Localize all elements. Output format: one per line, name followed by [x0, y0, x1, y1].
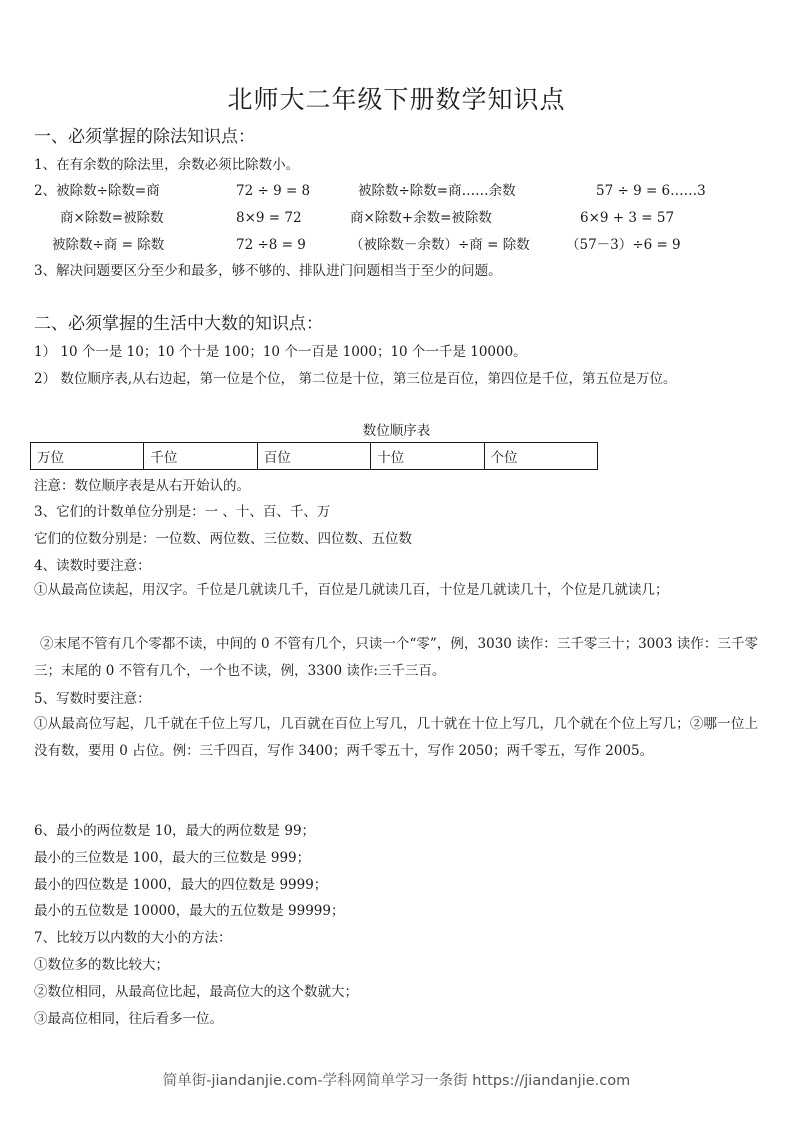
section2-item3a: 3、它们的计数单位分别是：一 、十、百、千、万	[34, 504, 331, 520]
table-cell-shi: 十位	[371, 443, 484, 470]
formula-row2-col4: 6×9 + 3 = 57	[580, 210, 675, 226]
section2-item5a: ①从最高位写起，几千就在千位上写几，几百就在百位上写几，几十就在十位上写几，几个就在个位上写几；②哪一位上没有数，要用 0 占位。例：三千四百，写作 3400；两千零五十，写作 2050；两千零五，写作 2005。	[34, 716, 758, 759]
table-caption: 数位顺序表	[362, 423, 431, 439]
section2-item4: 4、读数时要注意：	[34, 558, 151, 574]
section2-item2: 2） 数位顺序表,从右边起，第一位是个位， 第二位是十位，第三位是百位，第四位是千位，第五位是万位。	[34, 371, 677, 387]
formula-row1-col4: 57 ÷ 9 = 6……3	[596, 183, 706, 199]
page-footer: 简单街-jiandanjie.com-学科网简单学习一条街 https://jiandanjie.com	[162, 1073, 631, 1089]
section2-heading: 二、必须掌握的生活中大数的知识点：	[34, 314, 323, 334]
section2-item6d: 最小的五位数是 10000，最大的五位数是 99999；	[34, 903, 345, 919]
formula-row1-col3: 被除数÷除数=商……余数	[358, 183, 516, 199]
section2-item1: 1） 10 个一是 10；10 个十是 100；10 个一百是 1000；10 个一千是 10000。	[34, 344, 527, 360]
section1-item1: 1、在有余数的除法里，余数必须比除数小。	[34, 157, 300, 173]
formula-row2-col2: 8×9 = 72	[236, 210, 302, 226]
section2-item6a: 6、最小的两位数是 10，最大的两位数是 99；	[34, 823, 316, 839]
table-cell-ge: 个位	[484, 443, 597, 470]
formula-row3-col3: （被除数－余数）÷商 = 除数	[350, 237, 530, 253]
section2-item7: 7、比较万以内数的大小的方法：	[34, 930, 232, 946]
formula-row2-col3: 商×除数+余数=被除数	[350, 210, 492, 226]
section2-item6b: 最小的三位数是 100，最大的三位数是 999；	[34, 850, 311, 866]
section2-item5: 5、写数时要注意：	[34, 691, 151, 707]
section2-item4a: ①从最高位读起，用汉字。千位是几就读几千，百位是几就读几百，十位是几就读几十，个位是几就读几；	[34, 582, 669, 598]
section1-item3: 3、解决问题要区分至少和最多，够不够的、排队进门问题相当于至少的问题。	[34, 263, 502, 279]
formula-row1-col1: 2、被除数÷除数=商	[34, 183, 160, 199]
page-title: 北师大二年级下册数学知识点	[227, 85, 566, 114]
section2-item6c: 最小的四位数是 1000，最大的四位数是 9999；	[34, 877, 328, 893]
place-value-table	[30, 442, 598, 470]
table-note: 注意：数位顺序表是从右开始认的。	[34, 478, 250, 494]
table-cell-qian: 千位	[144, 443, 257, 470]
section2-item7c: ③最高位相同，往后看多一位。	[34, 1011, 223, 1027]
formula-row1-col2: 72 ÷ 9 = 8	[236, 183, 311, 199]
formula-row3-col4: （57－3）÷6 = 9	[566, 237, 681, 253]
table-cell-wan: 万位	[31, 443, 144, 470]
formula-row3-col1: 被除数÷商 = 除数	[52, 237, 165, 253]
section2-item7a: ①数位多的数比较大；	[34, 957, 169, 973]
section2-item3b: 它们的位数分别是：一位数、两位数、三位数、四位数、五位数	[34, 531, 412, 547]
section1-heading: 一、必须掌握的除法知识点：	[34, 127, 255, 147]
formula-row2-col1: 商×除数=被除数	[60, 210, 164, 226]
section2-item4b: ②末尾不管有几个零都不读，中间的 0 不管有几个，只读一个“零”，例，3030 读作：三千零三十；3003 读作：三千零三；末尾的 0 不管有几个，一个也不读，例，3300 读作:三千三百。	[34, 636, 758, 679]
section2-item7b: ②数位相同，从最高位比起，最高位大的这个数就大；	[34, 984, 358, 1000]
table-cell-bai: 百位	[257, 443, 370, 470]
formula-row3-col2: 72 ÷8 = 9	[236, 237, 306, 253]
